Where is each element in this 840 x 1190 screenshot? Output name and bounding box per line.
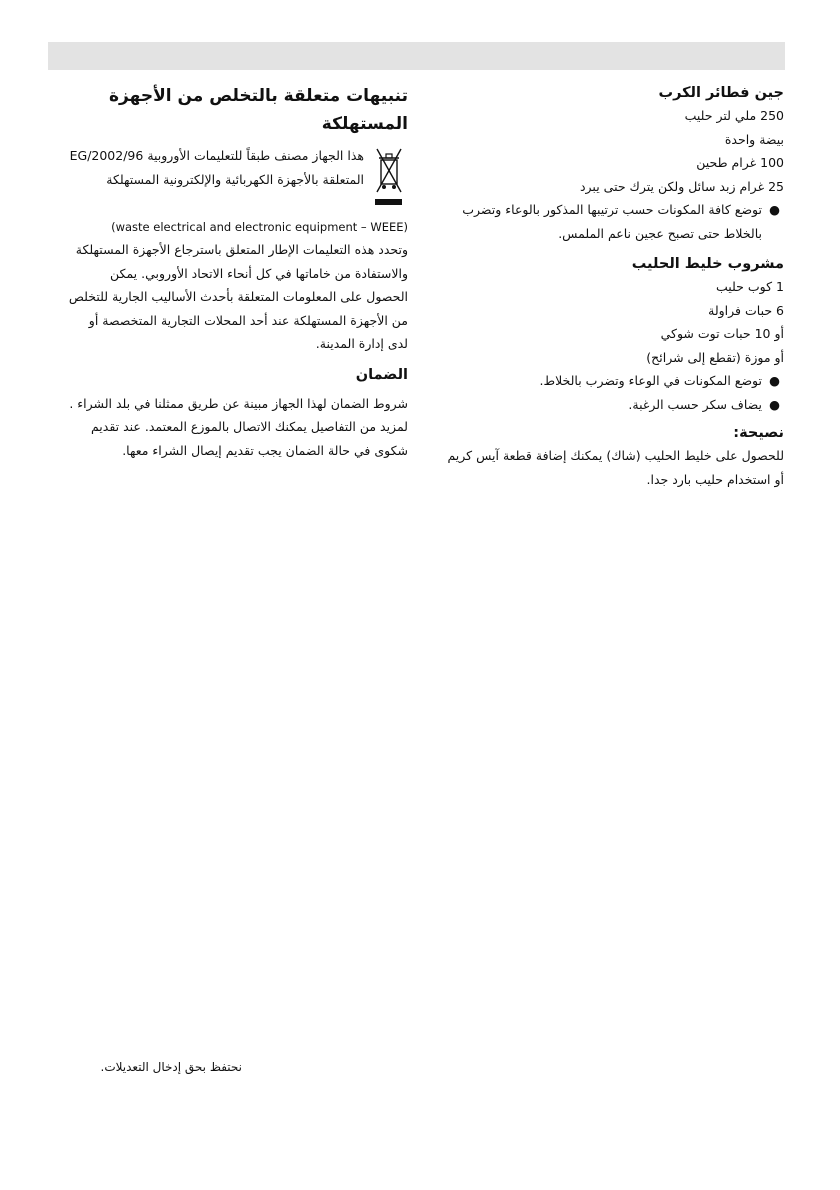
milkshake-ingredient: 6 حبات فراولة (708, 302, 784, 318)
list-item (440, 393, 784, 417)
tip-text: للحصول على خليط الحليب (شاك) يمكنك إضافة قطعة آيس كريم أو استخدام حليب بارد جدا. (447, 448, 784, 487)
list-item (440, 198, 784, 245)
weee-bar-mark (375, 199, 402, 205)
crepe-ingredient: 250 ملي لتر حليب (684, 108, 784, 123)
list-item (440, 369, 784, 393)
recipes-column (440, 82, 784, 491)
milkshake-ingredient: أو 10 حبات توت شوكي (660, 326, 784, 341)
weee-english: (waste electrical and electronic equipment – WEEE) (111, 220, 408, 234)
crepe-ingredient: 100 غرام طحين (696, 155, 784, 170)
header-bar (48, 42, 785, 70)
crossed-bin-icon (374, 146, 404, 200)
footer-note: نحتفظ بحق إدخال التعديلات. (100, 1060, 242, 1074)
crepe-step: توضع كافة المكونات حسب ترتيبها المذكور بالوعاء وتضرب بالخلاط حتى تصبح عجين ناعم الملمس. (462, 202, 762, 241)
disposal-warranty-column (66, 82, 408, 462)
tip-title: نصيحة: (733, 425, 784, 441)
weee-notice (66, 144, 408, 216)
crepe-steps (440, 198, 784, 245)
weee-text: هذا الجهاز مصنف طبقاً للتعليمات الأوروبية 2002/96/EG المتعلقة بالأجهزة الكهربائية والإلكترونية المستهلكة (69, 148, 364, 187)
crepe-title: جين فطائر الكرب (658, 85, 784, 101)
warranty-title: الضمان (355, 366, 408, 383)
milkshake-step: توضع المكونات في الوعاء وتضرب بالخلاط. (539, 373, 762, 388)
disposal-body: وتحدد هذه التعليمات الإطار المتعلق باسترجاع الأجهزة المستهلكة والاستفادة من خاماتها في كل أنحاء الاتحاد الأوروبي. يمكن الحصول على المعلومات المتعلقة بأحدث الأساليب الجارية للتخلص من الأجهزة المستهلكة عند أحد المحلات التجارية المتخصصة أو لدى إدارة المدينة. (68, 242, 408, 351)
crepe-ingredient: بيضة واحدة (724, 131, 784, 147)
warranty-text: شروط الضمان لهذا الجهاز مبينة عن طريق ممثلنا في بلد الشراء . لمزيد من التفاصيل يمكنك الاتصال بالموزع المعتمد. عند تقديم شكوى في حالة الضمان يجب تقديم إيصال الشراء معها. (69, 395, 408, 458)
bullet-icon: ● (769, 202, 780, 217)
bullet-icon: ● (769, 396, 780, 412)
disposal-title: تنبيهات متعلقة بالتخلص من الأجهزة المستهلكة (109, 86, 408, 134)
crepe-ingredient: 25 غرام زبد سائل ولكن يترك حتى يبرد (579, 178, 784, 194)
milkshake-ingredient: 1 كوب حليب (716, 279, 784, 294)
milkshake-steps (440, 369, 784, 416)
milkshake-ingredient: أو موزة (تقطع إلى شرائح) (646, 349, 784, 365)
milkshake-title: مشروب خليط الحليب (631, 256, 784, 272)
milkshake-step: يضاف سكر حسب الرغبة. (628, 396, 762, 412)
bullet-icon: ● (769, 373, 780, 388)
